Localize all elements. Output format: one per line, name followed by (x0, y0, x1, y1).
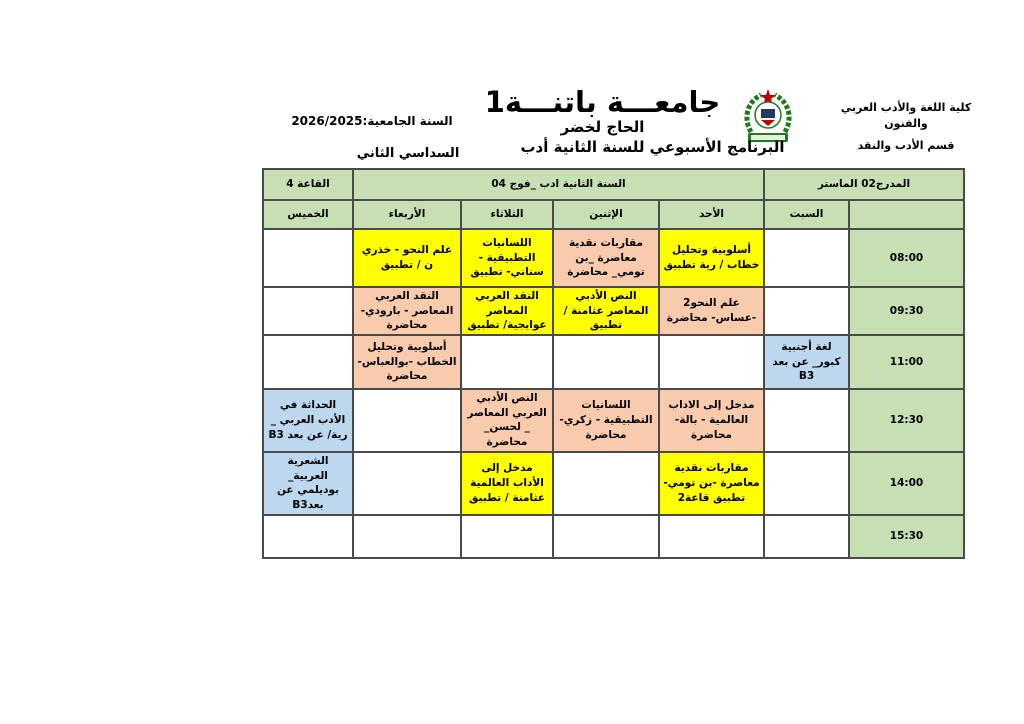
cell-sun-1530 (659, 515, 764, 558)
day-header-thursday: الخميس (263, 200, 353, 229)
schedule-row-1230 (263, 389, 964, 452)
cell-wed-0800: علم النحو - خذري ن / تطبيق (353, 229, 461, 287)
university-name: جامعـــة باتنـــة1 (484, 85, 721, 119)
university-title-block (470, 85, 735, 136)
cell-wed-0930: النقد العربي المعاصر - بارودي- محاضرة (353, 287, 461, 335)
faculty-name-line1: كلية اللغة والأدب العربي (840, 101, 972, 114)
cell-sun-1230: مدخل إلى الاداب العالمية - بالة- محاضرة (659, 389, 764, 452)
schedule-row-1400 (263, 452, 964, 515)
cell-mon-1530 (553, 515, 659, 558)
cell-sat-1100: لغة أجنبية كبور_ عن بعد B3 (764, 335, 849, 389)
semester-label: السداسي الثاني (356, 146, 460, 161)
venue-amphitheater-label: المدرج02 الماستر (764, 169, 964, 200)
cell-tue-1530 (461, 515, 553, 558)
cell-sat-1400 (764, 452, 849, 515)
schedule-row-0930 (263, 287, 964, 335)
timetable (262, 168, 965, 559)
time-label-0930: 09:30 (849, 287, 964, 335)
day-header-sunday: الأحد (659, 200, 764, 229)
time-label-1530: 15:30 (849, 515, 964, 558)
day-header-saturday: السبت (764, 200, 849, 229)
schedule-row-0800 (263, 229, 964, 287)
cell-tue-0800: اللسانيات التطبيقية - سناني- تطبيق (461, 229, 553, 287)
cell-mon-1400 (553, 452, 659, 515)
university-subname: الحاج لخضر (560, 118, 645, 136)
cell-sun-0800: أسلوبية وتحليل خطاب / رية تطبيق (659, 229, 764, 287)
time-label-0800: 08:00 (849, 229, 964, 287)
cell-tue-1230: النص الأدبي العربي المعاصر _ لحسن_ محاضرة (461, 389, 553, 452)
time-label-1230: 12:30 (849, 389, 964, 452)
cell-sun-0930: علم النحو2 -عساس- محاضرة (659, 287, 764, 335)
program-title: البرنامج الأسبوعي للسنة الثانية أدب (520, 138, 785, 156)
cell-thu-1230: الحداثة في الأدب العربي _ رية/ عن بعد B3 (263, 389, 353, 452)
cell-wed-1400 (353, 452, 461, 515)
cell-wed-1100: أسلوبية وتحليل الخطاب -بوالعباس- محاضرة (353, 335, 461, 389)
faculty-block (816, 100, 996, 154)
cell-thu-1400: الشعرية العربية_ بوديلمي عن بعدB3 (263, 452, 353, 515)
cell-sat-0800 (764, 229, 849, 287)
cell-mon-0930: النص الأدبي المعاصر عثامنة /تطبيق (553, 287, 659, 335)
venue-room-label: القاعة 4 (263, 169, 353, 200)
cell-sun-1400: مقاربات نقدية معاصرة -بن تومي- تطبيق قاعة2 (659, 452, 764, 515)
group-title-label: السنة الثانية ادب _فوج 04 (353, 169, 764, 200)
cell-tue-0930: النقد العربي المعاصر عوايجية/ تطبيق (461, 287, 553, 335)
cell-thu-0800 (263, 229, 353, 287)
time-column-header (849, 200, 964, 229)
cell-thu-0930 (263, 287, 353, 335)
time-label-1400: 14:00 (849, 452, 964, 515)
cell-wed-1530 (353, 515, 461, 558)
day-header-monday: الإثنين (553, 200, 659, 229)
schedule-row-1530 (263, 515, 964, 558)
cell-wed-1230 (353, 389, 461, 452)
cell-sat-1230 (764, 389, 849, 452)
department-name: قسم الأدب والنقد (857, 138, 955, 152)
timetable-title-row (263, 169, 964, 200)
cell-sat-1530 (764, 515, 849, 558)
cell-tue-1400: مدخل إلى الأداب العالمية عثامنة / تطبيق (461, 452, 553, 515)
cell-thu-1100 (263, 335, 353, 389)
cell-sun-1100 (659, 335, 764, 389)
day-header-row (263, 200, 964, 229)
day-header-tuesday: الثلاثاء (461, 200, 553, 229)
cell-mon-0800: مقاربات نقدية معاصرة _بن تومي_ محاضرة (553, 229, 659, 287)
cell-thu-1530 (263, 515, 353, 558)
cell-tue-1100 (461, 335, 553, 389)
day-header-wednesday: الأربعاء (353, 200, 461, 229)
cell-sat-0930 (764, 287, 849, 335)
time-label-1100: 11:00 (849, 335, 964, 389)
cell-mon-1100 (553, 335, 659, 389)
faculty-name-line2: والفنون (884, 116, 928, 130)
academic-year: السنة الجامعية:2026/2025 (291, 114, 453, 128)
schedule-row-1100 (263, 335, 964, 389)
cell-mon-1230: اللسانيات التطبيقية - زكري- محاضرة (553, 389, 659, 452)
